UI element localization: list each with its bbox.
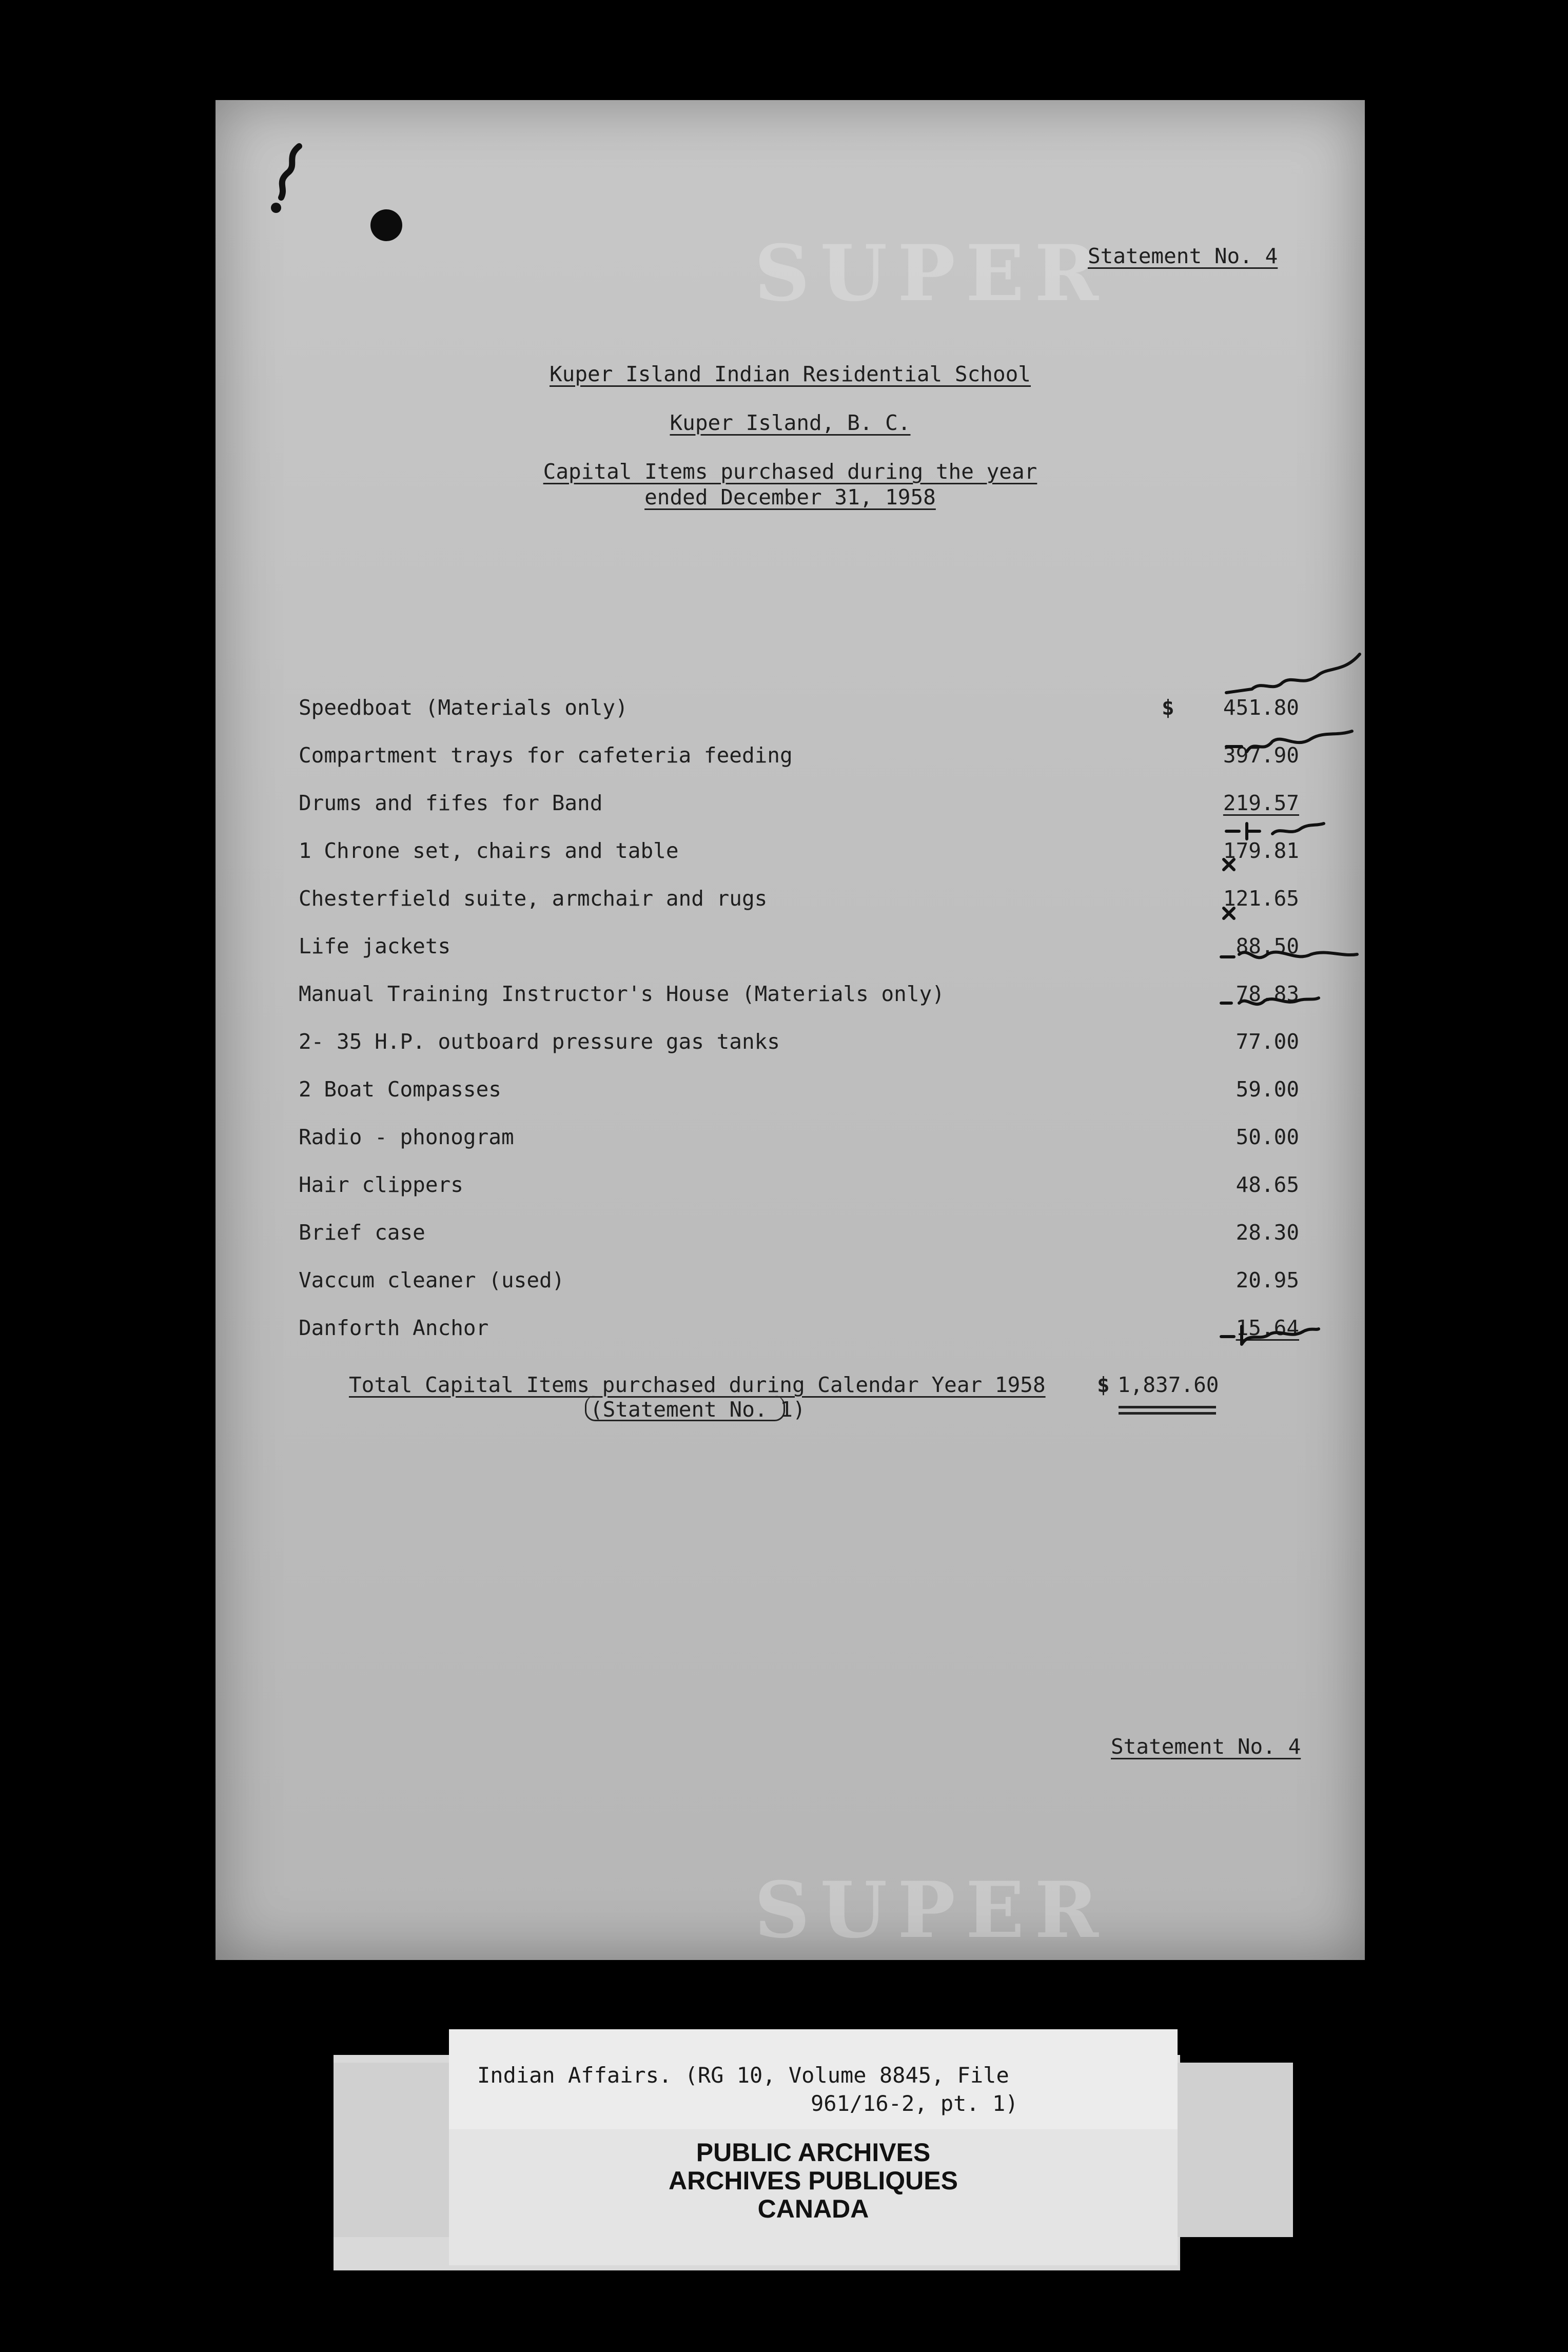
item-amount: 59.00 (1236, 1077, 1299, 1102)
total-amount: 1,837.60 (1118, 1373, 1219, 1397)
handwritten-mark (1219, 854, 1239, 875)
list-item (299, 838, 1299, 886)
ink-smudge (261, 136, 307, 218)
handwritten-annotation (1219, 942, 1362, 972)
item-amount: 78.83 (1236, 982, 1299, 1006)
item-amount: 50.00 (1236, 1125, 1299, 1149)
item-amount: 397.90 (1223, 743, 1299, 768)
punch-hole (370, 209, 402, 241)
school-name-heading: Kuper Island Indian Residential School (550, 362, 1031, 386)
item-amount: 20.95 (1236, 1268, 1299, 1292)
item-label: 2- 35 H.P. outboard pressure gas tanks (299, 1029, 780, 1054)
list-item (299, 1077, 1299, 1125)
list-item (299, 1268, 1299, 1316)
handwritten-annotation (1224, 723, 1357, 765)
list-item (299, 1220, 1299, 1268)
archives-name-french: ARCHIVES PUBLIQUES (669, 2166, 958, 2195)
item-label: Vaccum cleaner (used) (299, 1268, 565, 1292)
list-item (299, 982, 1299, 1029)
capital-items-list (299, 695, 1299, 1363)
item-label: Brief case (299, 1220, 425, 1245)
dollar-sign: $ (1162, 695, 1174, 720)
total-double-underline (1119, 1406, 1216, 1408)
handwritten-annotation (1219, 1316, 1321, 1352)
total-statement-reference: (Statement No. 1) (590, 1397, 806, 1422)
handwritten-annotation (1224, 816, 1326, 847)
watermark-stamp-lower: SUPER (754, 1865, 1109, 1955)
item-amount: 77.00 (1236, 1029, 1299, 1054)
item-label: 1 Chrone set, chairs and table (299, 838, 679, 863)
list-item (299, 791, 1299, 838)
subtitle-line-2: ended December 31, 1958 (644, 485, 936, 509)
item-amount: 28.30 (1236, 1220, 1299, 1245)
total-double-underline (1119, 1412, 1216, 1415)
archive-label-wing (1175, 2063, 1293, 2237)
list-item (299, 695, 1299, 743)
statement-number-bottom: Statement No. 4 (1111, 1734, 1301, 1759)
subtitle-line-1: Capital Items purchased during the year (543, 459, 1037, 484)
handwritten-annotation (1221, 644, 1365, 700)
item-label: Compartment trays for cafeteria feeding (299, 743, 793, 768)
item-amount: 15.64 (1236, 1316, 1299, 1340)
archives-country: CANADA (757, 2194, 869, 2223)
archives-name-english: PUBLIC ARCHIVES (696, 2138, 931, 2167)
item-label: Radio - phonogram (299, 1125, 514, 1149)
document-page (215, 100, 1365, 1960)
item-amount: 451.80 (1223, 695, 1299, 720)
item-amount: 48.65 (1236, 1172, 1299, 1197)
item-label: Chesterfield suite, armchair and rugs (299, 886, 768, 911)
list-item (299, 934, 1299, 982)
item-label: Manual Training Instructor's House (Materials only) (299, 982, 945, 1006)
item-amount: 121.65 (1223, 886, 1299, 911)
item-amount: 88.50 (1236, 934, 1299, 958)
list-item (299, 1316, 1299, 1363)
archive-reference-line-2: 961/16-2, pt. 1) (811, 2091, 1018, 2116)
dollar-sign: $ (1097, 1373, 1110, 1397)
handwritten-mark (1219, 903, 1239, 924)
statement-number-top: Statement No. 4 (1088, 244, 1278, 268)
item-label: 2 Boat Compasses (299, 1077, 501, 1102)
item-amount: 179.81 (1223, 838, 1299, 863)
archive-label-wing (334, 2063, 452, 2237)
item-label: Hair clippers (299, 1172, 463, 1197)
location-heading: Kuper Island, B. C. (670, 410, 911, 435)
list-item (299, 886, 1299, 934)
total-label: Total Capital Items purchased during Calendar Year 1958 (349, 1373, 1046, 1397)
list-item (299, 1125, 1299, 1172)
handwritten-annotation (1219, 988, 1321, 1018)
item-label: Drums and fifes for Band (299, 791, 603, 815)
watermark-stamp: SUPER (754, 228, 1109, 319)
item-label: Life jackets (299, 934, 451, 958)
item-amount: 219.57 (1223, 791, 1299, 815)
list-item (299, 743, 1299, 791)
item-label: Danforth Anchor (299, 1316, 489, 1340)
item-label: Speedboat (Materials only) (299, 695, 628, 720)
archive-reference-line-1: Indian Affairs. (RG 10, Volume 8845, File (477, 2063, 1009, 2088)
list-item (299, 1029, 1299, 1077)
list-item (299, 1172, 1299, 1220)
